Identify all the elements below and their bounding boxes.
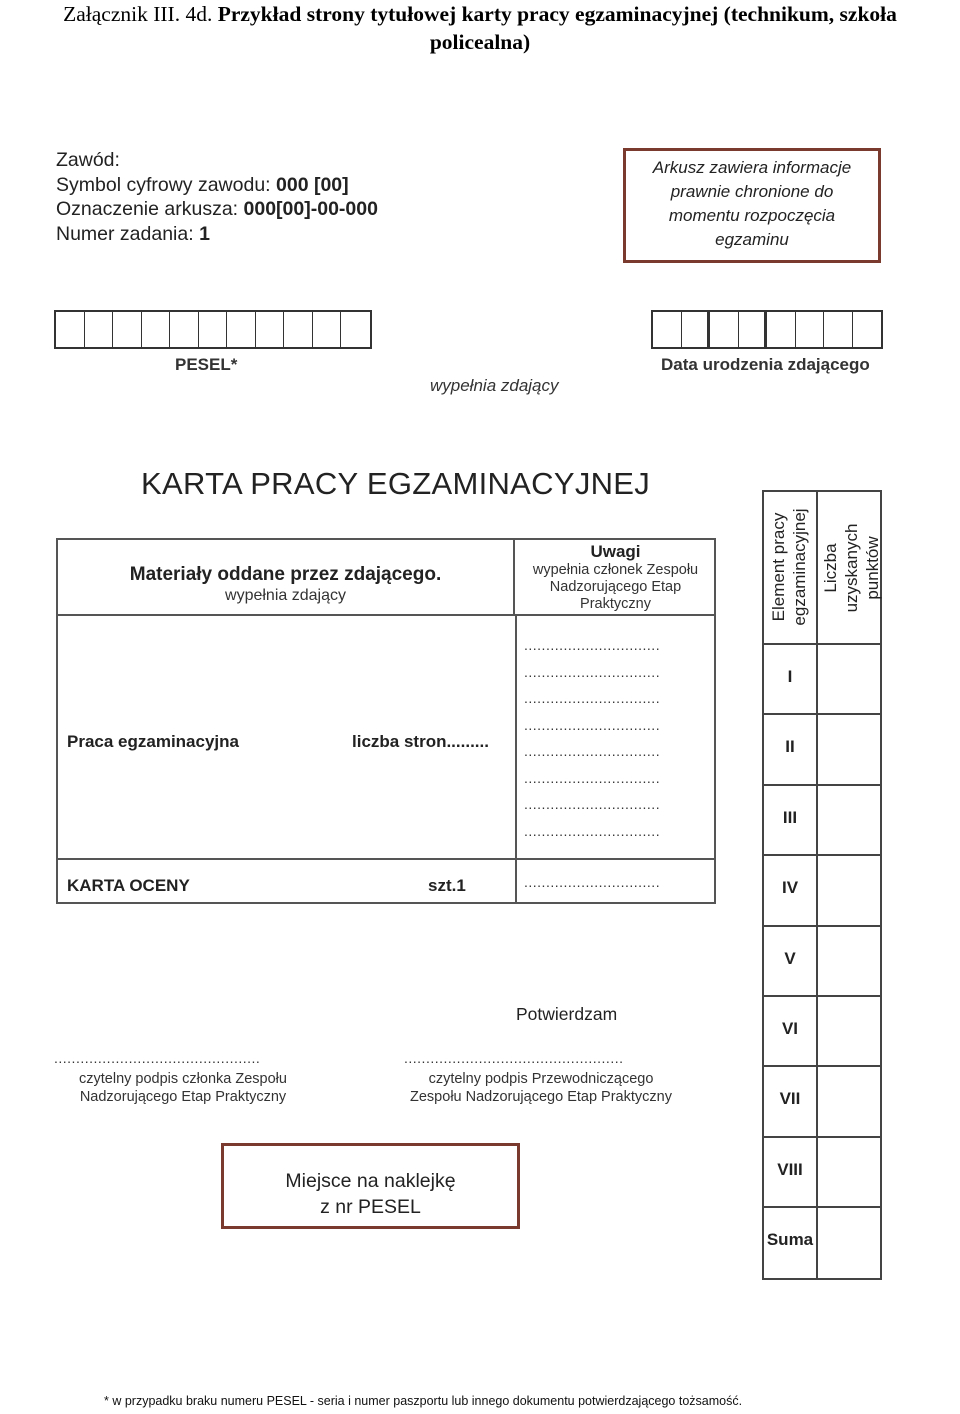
score-row[interactable] — [764, 856, 880, 926]
assessment-card-label: KARTA OCENY — [67, 876, 190, 895]
score-row[interactable] — [764, 1138, 880, 1208]
materials-table — [56, 538, 716, 904]
title-text-line2: policealna) — [429, 30, 531, 54]
digit-cell[interactable] — [853, 312, 882, 347]
confirmation-label: Potwierdzam — [516, 1004, 618, 1024]
materials-header — [58, 540, 515, 616]
points-header-line: uzyskanych — [842, 523, 861, 613]
element-column-header — [768, 502, 810, 632]
assessment-remarks-line[interactable]: ............................... — [524, 874, 661, 890]
chair-signature-line[interactable]: .................................................. — [404, 1050, 624, 1066]
digit-cell[interactable] — [227, 312, 256, 347]
notice-line: momentu rozpoczęcia — [668, 206, 836, 225]
points-column-header — [820, 498, 883, 638]
symbol-label: Symbol cyfrowy zawodu: — [56, 173, 271, 196]
caption-line: Nadzorującego Etap Praktyczny — [79, 1089, 287, 1105]
caption-line: czytelny podpis Przewodniczącego — [428, 1071, 654, 1087]
footnote: * w przypadku braku numeru PESEL - seria i numer paszportu lub innego dokumentu potwierdzającego tożsamość. — [104, 1394, 743, 1408]
title-text-line1: Przykład strony tytułowej karty pracy egzaminacyjnej (technikum, szkoła — [217, 2, 897, 26]
member-signature-caption — [56, 1070, 310, 1106]
remark-dotted-line[interactable]: ............................... — [524, 769, 661, 786]
zadanie-label: Numer zadania: — [56, 222, 194, 245]
caption-line: czytelny podpis członka Zespołu — [79, 1071, 287, 1087]
caption-line: Zespołu Nadzorującego Etap Praktyczny — [410, 1089, 672, 1105]
score-row[interactable] — [764, 786, 880, 856]
score-row[interactable] — [764, 997, 880, 1067]
remark-dotted-line[interactable]: ............................... — [524, 796, 661, 812]
element-header-line: Element pracy — [769, 512, 788, 622]
score-table-rows — [764, 645, 816, 1279]
digit-cell[interactable] — [767, 312, 796, 347]
pesel-label: PESEL* — [175, 355, 238, 374]
score-row-label: VI — [781, 1018, 799, 1038]
row-divider — [58, 858, 714, 860]
digit-cell[interactable] — [710, 312, 739, 347]
digit-cell[interactable] — [824, 312, 853, 347]
digit-cell[interactable] — [142, 312, 171, 347]
zadanie-row — [56, 222, 378, 247]
score-table-header — [764, 492, 880, 645]
arkusz-value: 000[00]-00-000 — [243, 198, 378, 220]
digit-cell[interactable] — [313, 312, 342, 347]
digit-cell[interactable] — [199, 312, 228, 347]
remarks-dotted-lines[interactable] — [524, 632, 660, 844]
digit-cell[interactable] — [796, 312, 825, 347]
remarks-note-line: Praktyczny — [580, 596, 651, 612]
remark-dotted-line[interactable]: ............................... — [524, 822, 661, 839]
remarks-note-line: wypełnia członek Zespołu — [532, 562, 699, 578]
score-row[interactable] — [764, 1208, 880, 1278]
digit-cell[interactable] — [170, 312, 199, 347]
digit-cell[interactable] — [113, 312, 142, 347]
confidential-notice — [623, 148, 881, 263]
remarks-note-line: Nadzorującego Etap — [549, 579, 682, 595]
score-row-label: I — [787, 667, 793, 686]
digit-cell[interactable] — [256, 312, 285, 347]
digit-cell[interactable] — [56, 312, 85, 347]
score-row-label: VIII — [777, 1159, 803, 1179]
points-header-line: punktów — [863, 536, 882, 600]
element-header-line: egzaminacyjnej — [790, 508, 809, 626]
birthdate-label: Data urodzenia zdającego — [661, 355, 870, 374]
exam-work-label: Praca egzaminacyjna — [67, 732, 239, 751]
materials-subheading: wypełnia zdający — [225, 587, 346, 604]
sticker-line: Miejsce na naklejkę — [285, 1170, 456, 1192]
digit-cell[interactable] — [739, 312, 768, 347]
page-title — [0, 0, 960, 56]
digit-cell[interactable] — [284, 312, 313, 347]
score-table — [762, 490, 882, 1280]
member-signature-line[interactable]: ............................................... — [54, 1050, 261, 1066]
sticker-line: z nr PESEL — [320, 1196, 421, 1218]
score-row[interactable] — [764, 715, 880, 785]
arkusz-row — [56, 197, 378, 222]
remarks-heading: Uwagi — [590, 542, 641, 561]
remarks-header — [515, 540, 716, 616]
symbol-value: 000 [00] — [276, 173, 349, 196]
remark-dotted-line[interactable]: ............................... — [524, 690, 661, 706]
title-prefix: Załącznik III. 4d. — [63, 2, 213, 26]
assessment-card-count: szt.1 — [428, 876, 466, 895]
remark-dotted-line[interactable]: ............................... — [524, 743, 661, 759]
page-count-field[interactable]: liczba stron......... — [352, 732, 489, 751]
materials-heading: Materiały oddane przez zdającego. — [129, 564, 442, 585]
remark-dotted-line[interactable]: ............................... — [524, 663, 661, 680]
notice-line: prawnie chronione do — [670, 182, 834, 201]
birthdate-input-grid[interactable] — [651, 310, 883, 349]
arkusz-label: Oznaczenie arkusza: — [56, 198, 239, 220]
symbol-row — [56, 173, 378, 198]
score-row-label: III — [782, 807, 798, 827]
digit-cell[interactable] — [341, 312, 370, 347]
points-header-line: Liczba — [821, 543, 840, 593]
remark-dotted-line[interactable]: ............................... — [524, 637, 661, 653]
score-row-label: V — [784, 948, 796, 968]
digit-cell[interactable] — [85, 312, 114, 347]
score-row[interactable] — [764, 1067, 880, 1137]
score-row-label: VII — [779, 1089, 801, 1109]
remark-dotted-line[interactable]: ............................... — [524, 716, 661, 733]
chair-signature-caption — [396, 1070, 686, 1106]
score-row-label: IV — [781, 878, 799, 898]
notice-line: Arkusz zawiera informacje — [652, 158, 852, 177]
score-row[interactable] — [764, 645, 880, 715]
score-row-label: Suma — [766, 1230, 814, 1250]
pesel-sticker-area — [221, 1143, 520, 1229]
zawod-label: Zawód: — [56, 149, 120, 171]
notice-line: egzaminu — [715, 230, 789, 249]
score-row-label: II — [785, 737, 795, 757]
zadanie-value: 1 — [199, 222, 210, 245]
fill-by-candidate-note: wypełnia zdający — [430, 376, 559, 395]
score-row[interactable] — [764, 927, 880, 997]
exam-info — [56, 148, 378, 246]
pesel-input-grid[interactable] — [54, 310, 372, 349]
digit-cell[interactable] — [682, 312, 711, 347]
card-title: KARTA PRACY EGZAMINACYJNEJ — [141, 466, 651, 501]
digit-cell[interactable] — [653, 312, 682, 347]
